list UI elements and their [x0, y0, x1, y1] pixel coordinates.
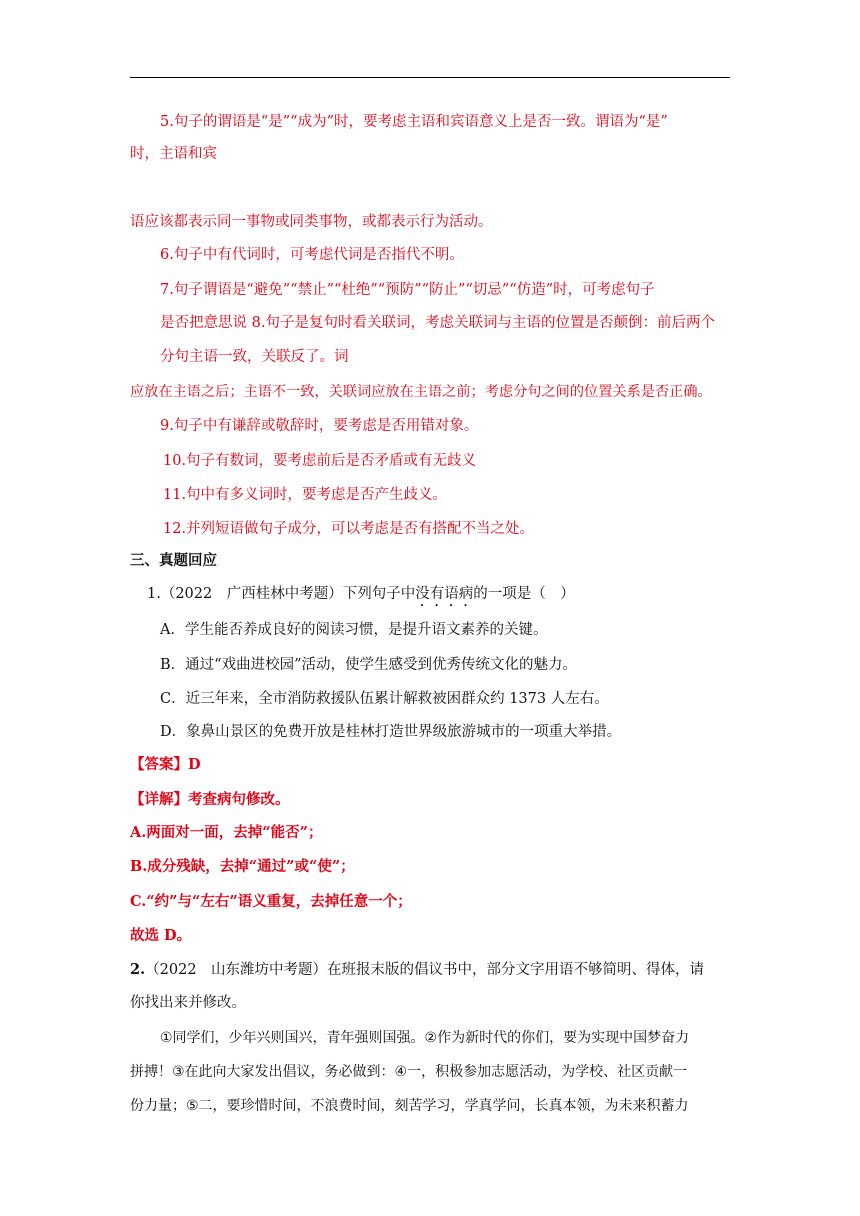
q1-detail: 【详解】考查病句修改。: [130, 791, 290, 808]
q2-passage-line-1: ①同学们，少年兴则国兴，青年强则国强。②作为新时代的你们，要为实现中国梦奋力: [160, 1030, 690, 1046]
q2-stem-text: （2022 山东潍坊中考题）在班报末版的倡议书中，部分文字用语不够简明、得体，请: [145, 962, 705, 978]
q1-option-c: C．近三年来，全市消防救援队伍累计解救被困群众约 1373 人左右。: [160, 691, 609, 707]
q1-option-b: B．通过“戏曲进校园”活动，使学生感受到优秀传统文化的魅力。: [160, 657, 577, 673]
q1-stem: [147, 584, 575, 610]
tip-7-line-2: 是否把意思说 8.句子是复句时看关联词，考虑关联词与主语的位置是否颠倒：前后两个: [160, 315, 715, 331]
tip-10: 10.句子有数词，要考虑前后是否矛盾或有无歧义: [163, 453, 477, 469]
tip-5-line-2: 时，主语和宾: [130, 146, 217, 162]
q1-option-a: A．学生能否养成良好的阅读习惯，是提升语文素养的关键。: [160, 622, 548, 638]
q2-passage-line-3: 份力量；⑤二，要珍惜时间，不浪费时间，刻苦学习，学真学问，长真本领，为未来积蓄力: [130, 1098, 689, 1114]
header-rule: [130, 77, 730, 78]
q1-stem-after: 的一项是（ ）: [473, 586, 575, 602]
q1-stem-before: 1.（2022 广西桂林中考题）下列句子中: [147, 586, 416, 602]
tip-5-line-3: 语应该都表示同一事物或同类事物，或都表示行为活动。: [130, 214, 493, 230]
q2-stem-line-1: [130, 960, 704, 980]
q2-passage-line-2: 拼搏！③在此向大家发出倡议，务必做到：④一，积极参加志愿活动，为学校、社区贡献一: [130, 1064, 688, 1080]
tip-8-line-2: 应放在主语之后；主语不一致，关联词应放在主语之前；考虑分句之间的位置关系是否正确。: [130, 384, 712, 400]
tip-6: 6.句子中有代词时，可考虑代词是否指代不明。: [160, 247, 464, 263]
tip-9: 9.句子中有谦辞或敬辞时，要考虑是否用错对象。: [160, 418, 479, 434]
q1-option-d: D．象鼻山景区的免费开放是桂林打造世界级旅游城市的一项重大举措。: [160, 724, 622, 740]
q1-answer: 【答案】D: [130, 756, 201, 773]
tip-8-line-1: 分句主语一致，关联反了。词: [160, 349, 349, 365]
tip-11: 11.句中有多义词时，要考虑是否产生歧义。: [163, 487, 448, 503]
q2-number: 2.: [130, 961, 146, 978]
q1-stem-emphasis: 没有语病: [415, 586, 474, 602]
section-heading: 三、真题回应: [130, 552, 217, 569]
tip-12: 12.并列短语做句子成分，可以考虑是否有搭配不当之处。: [163, 521, 535, 537]
q1-explain-c: C.“约”与“左右”语义重复，去掉任意一个；: [130, 893, 412, 910]
q2-stem-line-2: 你找出来并修改。: [130, 995, 246, 1011]
tip-7-line-1: 7.句子谓语是“避免”“禁止”“杜绝”“预防”“防止”“切忌”“仿造”时，可考虑句子: [160, 282, 655, 298]
tip-5-line-1: 5.句子的谓语是“是”“成为”时，要考虑主语和宾语意义上是否一致。谓语为“是”: [160, 114, 668, 130]
q1-explain-b: B.成分残缺，去掉“通过”或“使”；: [130, 858, 355, 875]
q1-conclusion: 故选 D。: [130, 927, 192, 944]
q1-explain-a: A.两面对一面，去掉“能否”；: [130, 824, 323, 841]
